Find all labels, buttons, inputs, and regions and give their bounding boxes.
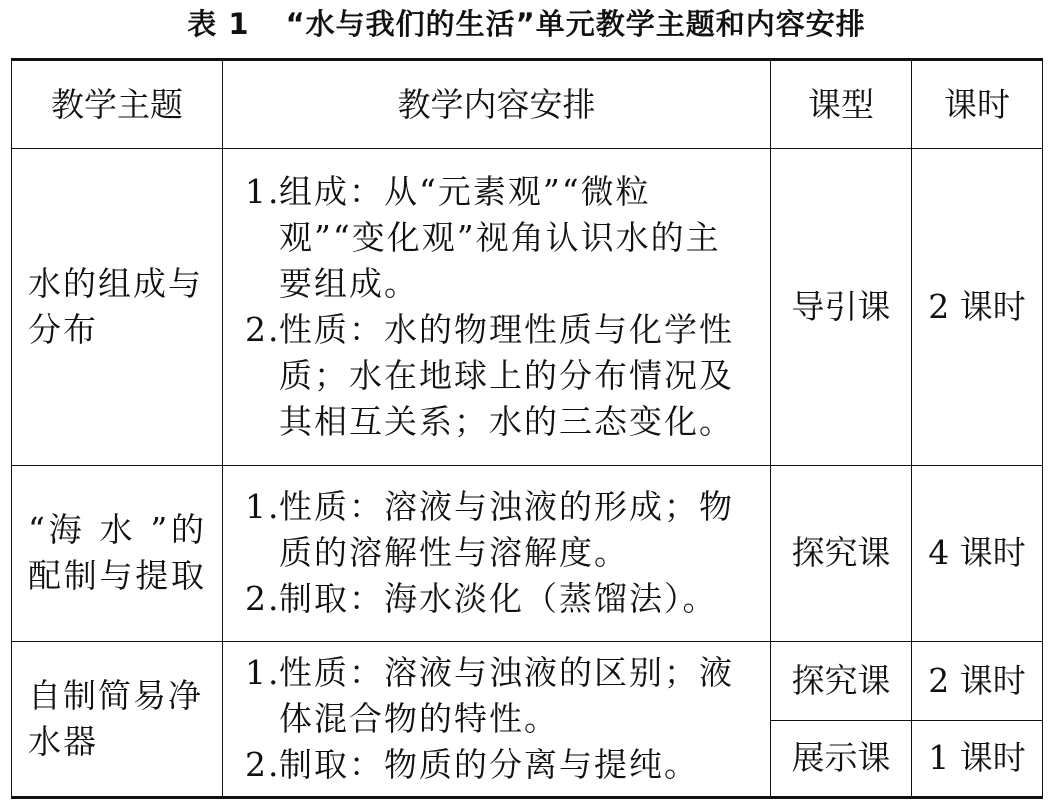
item-text: 制取：物质的分离与提纯。: [279, 745, 699, 785]
table-row: [12, 149, 1043, 465]
content-cell: [223, 642, 771, 798]
content-item: [223, 650, 748, 742]
item-number: 1.: [245, 487, 281, 527]
header-class-hours: 课时: [912, 60, 1043, 149]
lesson-type-cell: 展示课: [771, 720, 912, 797]
table-title: “水与我们的生活”单元教学主题和内容安排: [285, 6, 866, 41]
table-row: [12, 465, 1043, 642]
theme-line: 配制与提取: [28, 556, 204, 596]
class-hours-cell: 2 课时: [912, 642, 1043, 720]
header-row: [12, 60, 1043, 149]
item-number: 1.: [245, 653, 281, 693]
item-number: 1.: [245, 172, 281, 211]
content-item: [223, 742, 748, 788]
content-cell: [223, 465, 771, 642]
content-item: [223, 484, 748, 576]
header-content: 教学内容安排: [223, 60, 771, 149]
lesson-type-cell: 探究课: [771, 465, 912, 642]
theme-cell: [12, 465, 223, 642]
theme-cell: 水的组成与分布: [12, 149, 223, 465]
class-hours-cell: 1 课时: [912, 720, 1043, 797]
header-lesson-type: 课型: [771, 60, 912, 149]
class-hours-cell: 2 课时: [912, 149, 1043, 465]
content-item: [223, 576, 748, 622]
header-theme: 教学主题: [12, 60, 223, 149]
theme-cell: 自制简易净水器: [12, 642, 223, 798]
item-text: 性质：溶液与浊液的区别；液体混合物的特性。: [279, 653, 734, 739]
class-hours-cell: 4 课时: [912, 465, 1043, 642]
table-number: 表 1: [187, 6, 250, 41]
item-text: 制取：海水淡化（蒸馏法）。: [279, 579, 718, 619]
item-text: 性质：溶液与浊液的形成；物质的溶解性与溶解度。: [279, 487, 734, 573]
item-number: 2.: [245, 310, 281, 349]
content-item: [223, 307, 748, 445]
lesson-plan-table: [11, 58, 1043, 799]
theme-line: “海 水 ”的: [28, 510, 204, 550]
lesson-type-cell: 导引课: [771, 149, 912, 465]
item-text: 组成：从“元素观”“微粒观”“变化观”视角认识水的主要组成。: [279, 172, 721, 303]
table-row: [12, 642, 1043, 720]
table-caption: [0, 0, 1053, 44]
item-number: 2.: [245, 579, 281, 619]
lesson-type-cell: 探究课: [771, 642, 912, 720]
item-number: 2.: [245, 745, 281, 785]
content-cell: [223, 149, 771, 465]
item-text: 性质：水的物理性质与化学性质；水在地球上的分布情况及其相互关系；水的三态变化。: [279, 310, 734, 441]
content-item: [223, 169, 748, 307]
